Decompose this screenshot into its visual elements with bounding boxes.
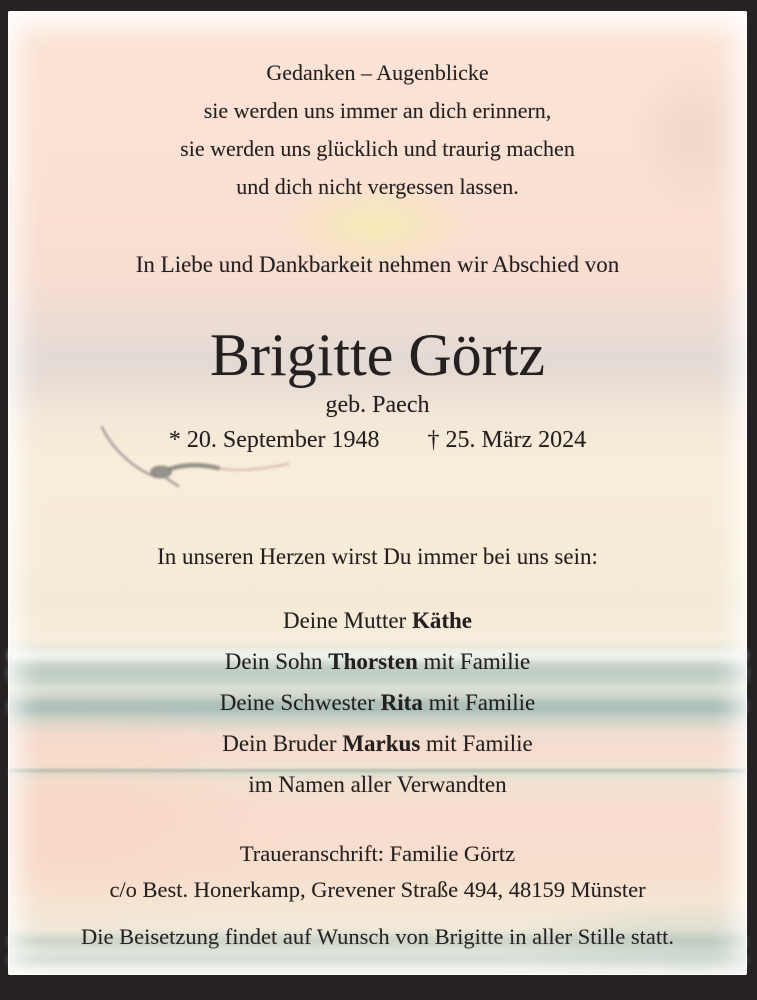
verse-block	[8, 54, 747, 206]
remembrance-line: In unseren Herzen wirst Du immer bei uns sein:	[157, 544, 598, 569]
mourner-suffix: mit Familie	[420, 731, 533, 756]
verse-line: Gedanken – Augenblicke	[266, 60, 489, 85]
address-line: Traueranschrift: Familie Görtz	[239, 841, 516, 866]
verse-line: und dich nicht vergessen lassen.	[236, 174, 519, 199]
verse-line: sie werden uns immer an dich erinnern,	[203, 98, 552, 123]
mourner-prefix: Deine Mutter	[282, 608, 412, 633]
mourner-name: Markus	[342, 731, 421, 756]
deceased-name: Brigitte Görtz	[210, 322, 545, 388]
mourner-name: Käthe	[411, 608, 473, 633]
address-line: c/o Best. Honerkamp, Grevener Straße 494, 48159 Münster	[109, 877, 646, 902]
mourner-prefix: Dein Bruder	[222, 731, 343, 756]
mourner-prefix: Deine Schwester	[219, 690, 381, 715]
mourner-name: Rita	[380, 690, 423, 715]
mourning-address	[8, 836, 747, 908]
mourners-footer: im Namen aller Verwandten	[248, 772, 507, 797]
mourner-suffix: mit Familie	[422, 690, 536, 715]
obituary-card	[8, 11, 747, 975]
mourner-name: Thorsten	[328, 649, 418, 674]
mourner-line	[8, 682, 747, 723]
mourner-line	[8, 600, 747, 641]
sea-wave-band	[8, 955, 747, 965]
mourner-line	[8, 723, 747, 764]
funeral-note: Die Beisetzung findet auf Wunsch von Brigitte in aller Stille statt.	[81, 924, 674, 949]
verse-line: sie werden uns glücklich und traurig machen	[180, 136, 575, 161]
mourner-suffix: mit Familie	[417, 649, 531, 674]
maiden-name: geb. Paech	[325, 392, 430, 418]
death-date: † 25. März 2024	[427, 427, 587, 453]
mourner-line	[8, 641, 747, 682]
birth-date: * 20. September 1948	[168, 427, 380, 453]
intro-line: In Liebe und Dankbarkeit nehmen wir Abschied von	[135, 252, 620, 277]
mourners-list	[8, 600, 747, 805]
life-dates	[8, 425, 747, 455]
mourner-prefix: Dein Sohn	[224, 649, 329, 674]
